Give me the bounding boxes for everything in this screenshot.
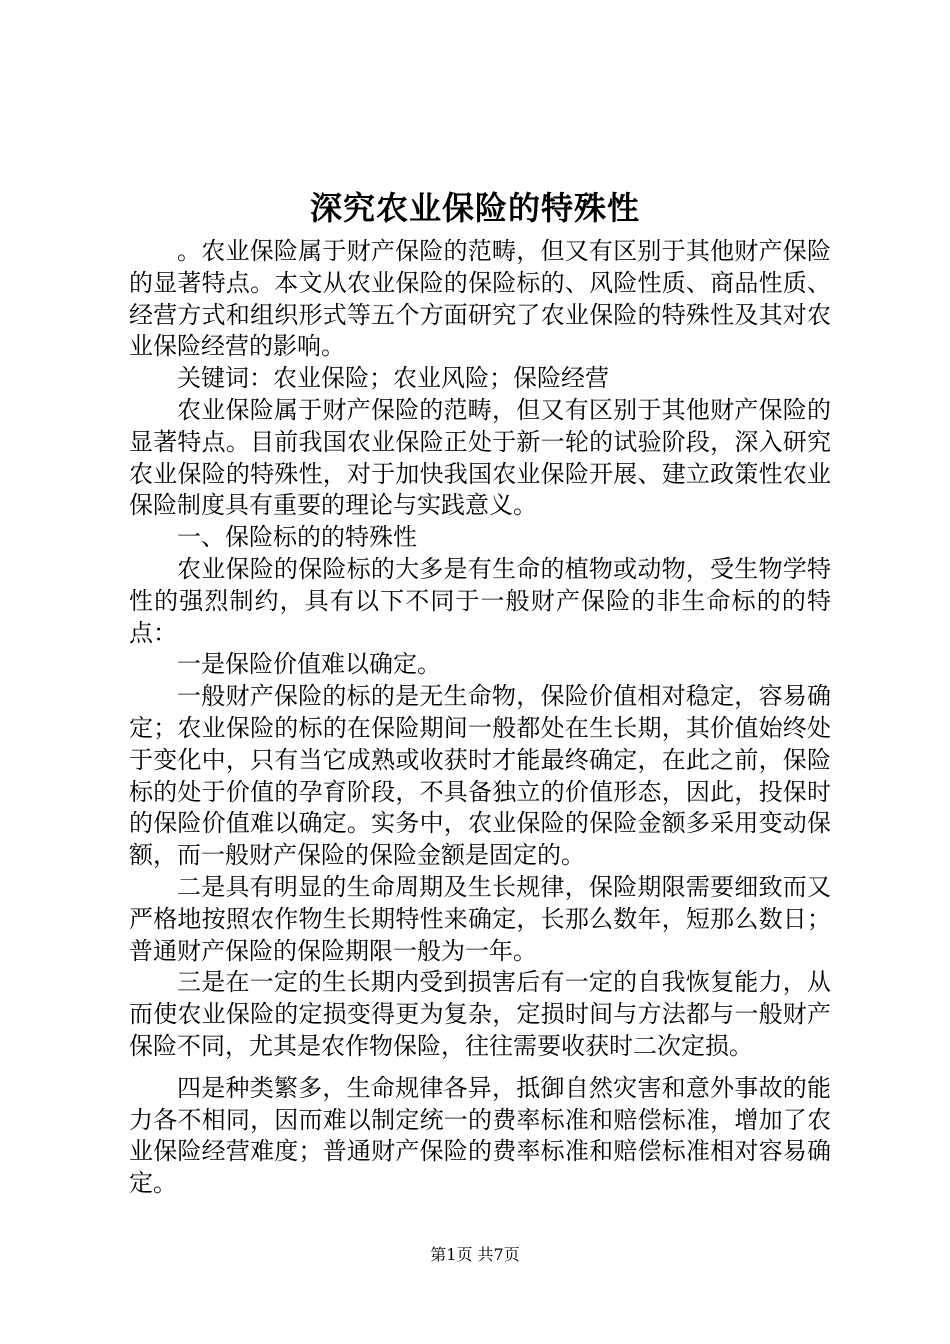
body-paragraph: 三是在一定的生长期内受到损害后有一定的自我恢复能力，从而使农业保险的定损变得更为复杂，定损时间与方法都与一般财产保险不同，尤其是农作物保险，往往需要收获时二次定损。 [129, 968, 831, 1060]
section-heading: 一、保险标的的特殊性 [177, 523, 417, 552]
body-paragraph: 四是种类繁多，生命规律各异，抵御自然灾害和意外事故的能力各不相同，因而难以制定统一的费率标准和赔偿标准，增加了农业保险经营难度；普通财产保险的费率标准和赔偿标准相对容易确定。 [129, 1073, 831, 1198]
body-paragraph: 一般财产保险的标的是无生命物，保险价值相对稳定，容易确定；农业保险的标的在保险期间一般都处在生长期，其价值始终处于变化中，只有当它成熟或收获时才能最终确定，在此之前，保险标的处于价值的孕育阶段，不具备独立的价值形态，因此，投保时的保险价值难以确定。实务中，农业保险的保险金额多采用变动保额，而一般财产保险的保险金额是固定的。 [129, 682, 831, 870]
page-title: 深究农业保险的特殊性 [309, 189, 640, 227]
body-paragraph: 农业保险的保险标的大多是有生命的植物或动物，受生物学特性的强烈制约，具有以下不同于一般财产保险的非生命标的的特点： [129, 554, 831, 647]
body-paragraph: 二是具有明显的生命周期及生长规律，保险期限需要细致而又严格地按照农作物生长期特性来确定，长那么数年，短那么数日；普通财产保险的保险期限一般为一年。 [129, 872, 831, 965]
point-heading: 一是保险价值难以确定。 [177, 650, 441, 679]
abstract-paragraph: 。农业保险属于财产保险的范畴，但又有区别于其他财产保险的显著特点。本文从农业保险的保险标的、风险性质、商品性质、经营方式和组织形式等五个方面研究了农业保险的特殊性及其对农业保险经营的影响。 [129, 237, 831, 361]
page-footer: 第1页 共7页 [430, 1245, 520, 1264]
keywords-paragraph: 关键词：农业保险；农业风险；保险经营 [177, 364, 609, 393]
document-body [129, 236, 831, 1200]
intro-paragraph: 农业保险属于财产保险的范畴，但又有区别于其他财产保险的显著特点。目前我国农业保险正处于新一轮的试验阶段，深入研究农业保险的特殊性，对于加快我国农业保险开展、建立政策性农业保险制度具有重要的理论与实践意义。 [129, 395, 831, 520]
